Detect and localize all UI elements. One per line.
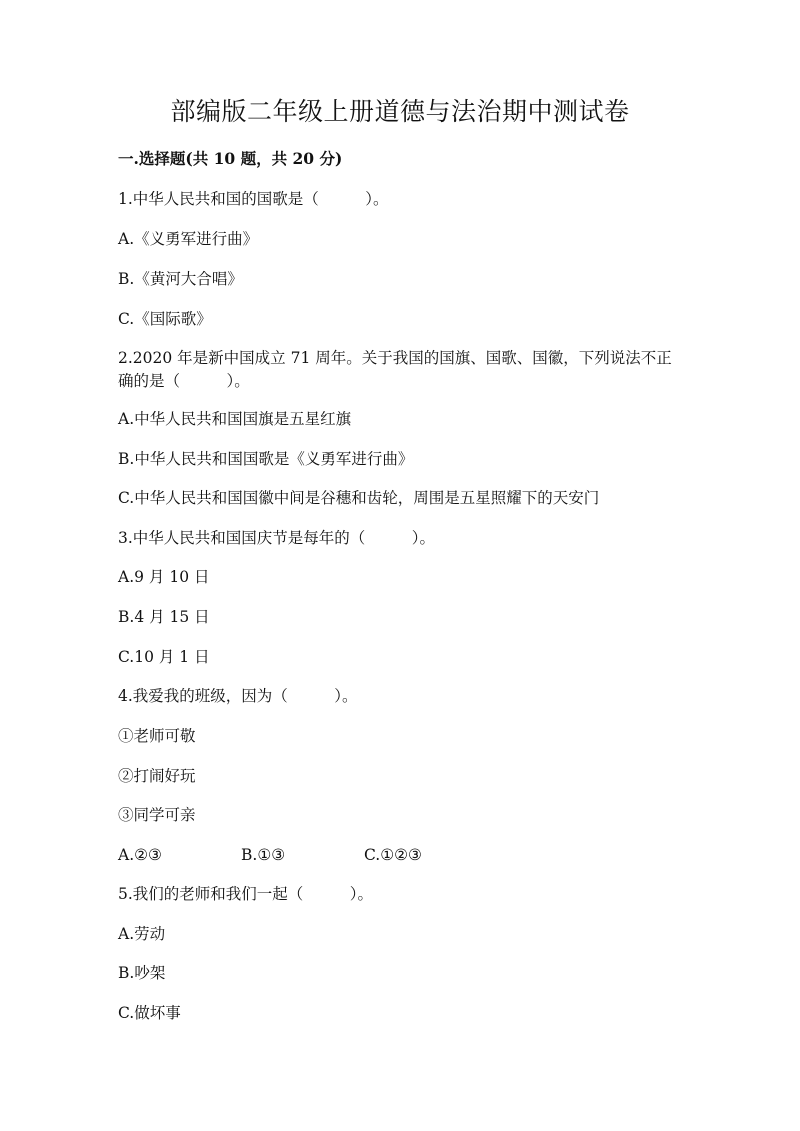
page-title: 部编版二年级上册道德与法治期中测试卷: [170, 97, 630, 126]
question-1-option-b: B.《黄河大合唱》: [118, 270, 243, 288]
question-1-option-a: A.《义勇军进行曲》: [118, 230, 259, 248]
question-4-option-b: B.①③: [241, 846, 286, 864]
question-2-option-b: B.中华人民共和国国歌是《义勇军进行曲》: [118, 450, 414, 468]
question-4-item-1: ①老师可敬: [118, 727, 196, 745]
question-5-stem: 5.我们的老师和我们一起（ ）。: [118, 885, 374, 903]
question-3-option-b: B.4 月 15 日: [118, 608, 210, 626]
question-3-stem: 3.中华人民共和国国庆节是每年的（ ）。: [118, 529, 436, 547]
question-1-stem: 1.中华人民共和国的国歌是（ ）。: [118, 190, 389, 208]
question-4-option-a: A.②③: [118, 846, 162, 864]
question-2-option-a: A.中华人民共和国国旗是五星红旗: [118, 410, 352, 428]
question-4-item-3: ③同学可亲: [118, 806, 196, 824]
question-3-option-a: A.9 月 10 日: [118, 568, 210, 586]
question-4-item-2: ②打闹好玩: [118, 767, 196, 785]
question-2-option-c: C.中华人民共和国国徽中间是谷穗和齿轮，周围是五星照耀下的天安门: [118, 489, 600, 507]
question-5-option-a: A.劳动: [118, 925, 166, 943]
section-heading: 一.选择题(共 10 题，共 20 分): [118, 149, 343, 168]
question-3-option-c: C.10 月 1 日: [118, 648, 210, 666]
question-4-option-c: C.①②③: [364, 846, 422, 864]
question-2-stem: 2.2020 年是新中国成立 71 周年。关于我国的国旗、国歌、国徽，下列说法不正确的是（ ）。: [118, 349, 672, 390]
question-5-option-c: C.做坏事: [118, 1004, 181, 1022]
question-5-option-b: B.吵架: [118, 964, 166, 982]
question-4-stem: 4.我爱我的班级，因为（ ）。: [118, 687, 358, 705]
question-1-option-c: C.《国际歌》: [118, 310, 212, 328]
